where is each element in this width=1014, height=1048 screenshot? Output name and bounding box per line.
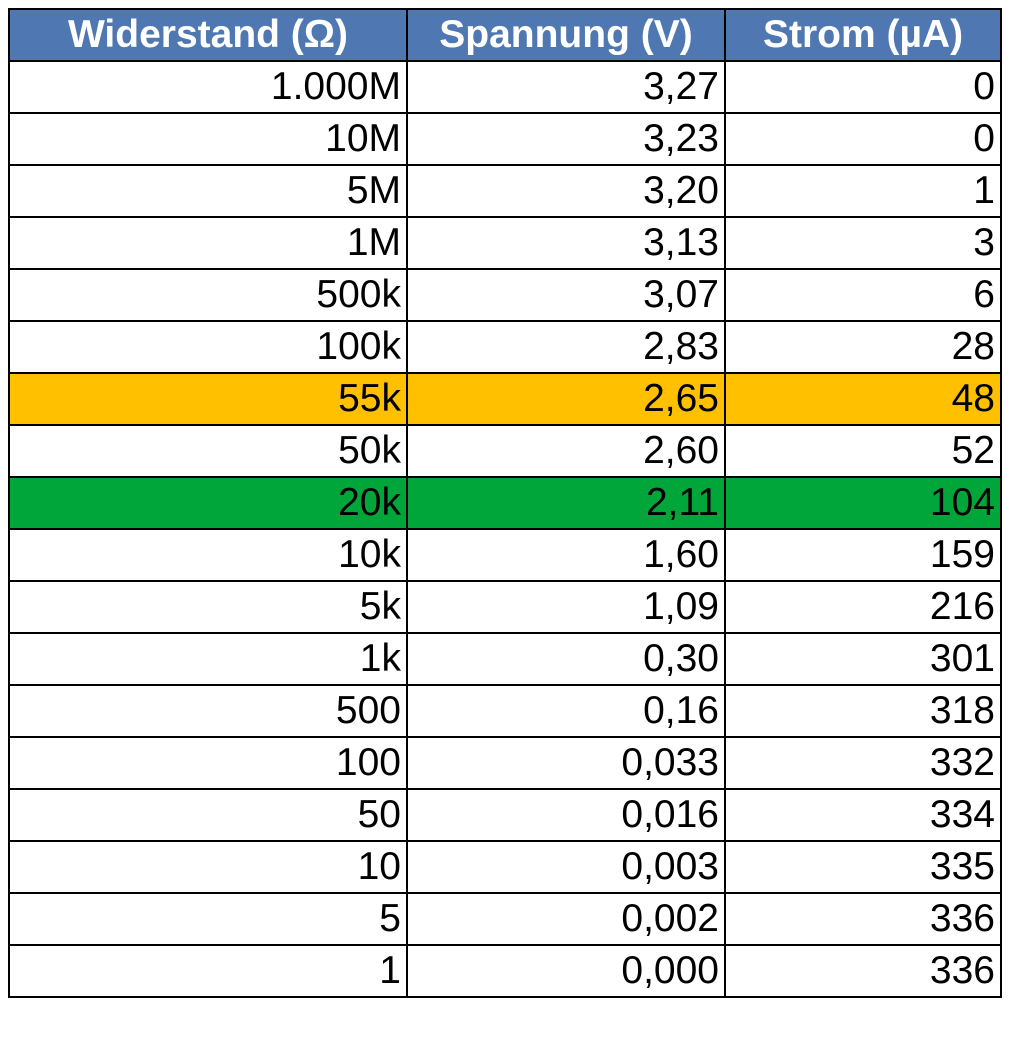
cell-strom: 318 — [725, 685, 1001, 737]
cell-widerstand: 100 — [9, 737, 407, 789]
cell-widerstand: 5 — [9, 893, 407, 945]
cell-spannung: 0,016 — [407, 789, 725, 841]
cell-spannung: 0,000 — [407, 945, 725, 997]
table-row — [9, 373, 1001, 425]
table-row — [9, 945, 1001, 997]
cell-spannung: 2,60 — [407, 425, 725, 477]
table-header — [9, 9, 1001, 61]
cell-strom: 336 — [725, 893, 1001, 945]
cell-spannung: 3,23 — [407, 113, 725, 165]
cell-strom: 6 — [725, 269, 1001, 321]
cell-spannung: 1,60 — [407, 529, 725, 581]
table-row — [9, 165, 1001, 217]
cell-widerstand: 5M — [9, 165, 407, 217]
cell-spannung: 3,20 — [407, 165, 725, 217]
column-header-spannung: Spannung (V) — [407, 9, 725, 61]
cell-widerstand: 1k — [9, 633, 407, 685]
cell-widerstand: 500k — [9, 269, 407, 321]
column-header-widerstand: Widerstand (Ω) — [9, 9, 407, 61]
cell-strom: 301 — [725, 633, 1001, 685]
cell-spannung: 1,09 — [407, 581, 725, 633]
cell-strom: 1 — [725, 165, 1001, 217]
table-row — [9, 529, 1001, 581]
cell-spannung: 0,033 — [407, 737, 725, 789]
cell-widerstand: 10k — [9, 529, 407, 581]
table-row — [9, 737, 1001, 789]
cell-strom: 0 — [725, 113, 1001, 165]
cell-strom: 336 — [725, 945, 1001, 997]
cell-spannung: 3,27 — [407, 61, 725, 113]
table-row — [9, 425, 1001, 477]
cell-widerstand: 50 — [9, 789, 407, 841]
cell-strom: 28 — [725, 321, 1001, 373]
data-table-container — [8, 8, 1002, 998]
cell-widerstand: 1 — [9, 945, 407, 997]
cell-strom: 335 — [725, 841, 1001, 893]
cell-widerstand: 55k — [9, 373, 407, 425]
table-row — [9, 113, 1001, 165]
cell-widerstand: 50k — [9, 425, 407, 477]
cell-widerstand: 10 — [9, 841, 407, 893]
cell-strom: 52 — [725, 425, 1001, 477]
table-row — [9, 841, 1001, 893]
table-row — [9, 477, 1001, 529]
cell-widerstand: 10M — [9, 113, 407, 165]
cell-strom: 332 — [725, 737, 1001, 789]
table-row — [9, 893, 1001, 945]
table-row — [9, 269, 1001, 321]
cell-spannung: 2,65 — [407, 373, 725, 425]
cell-widerstand: 1M — [9, 217, 407, 269]
cell-spannung: 0,16 — [407, 685, 725, 737]
cell-widerstand: 20k — [9, 477, 407, 529]
table-body — [9, 61, 1001, 997]
cell-strom: 48 — [725, 373, 1001, 425]
cell-strom: 159 — [725, 529, 1001, 581]
cell-spannung: 3,07 — [407, 269, 725, 321]
cell-strom: 216 — [725, 581, 1001, 633]
cell-strom: 104 — [725, 477, 1001, 529]
cell-widerstand: 500 — [9, 685, 407, 737]
data-table — [8, 8, 1002, 998]
table-row — [9, 217, 1001, 269]
cell-widerstand: 100k — [9, 321, 407, 373]
cell-strom: 3 — [725, 217, 1001, 269]
cell-widerstand: 5k — [9, 581, 407, 633]
table-row — [9, 321, 1001, 373]
cell-spannung: 0,003 — [407, 841, 725, 893]
table-row — [9, 581, 1001, 633]
cell-strom: 334 — [725, 789, 1001, 841]
column-header-strom: Strom (µA) — [725, 9, 1001, 61]
table-row — [9, 61, 1001, 113]
cell-widerstand: 1.000M — [9, 61, 407, 113]
cell-spannung: 2,83 — [407, 321, 725, 373]
cell-spannung: 2,11 — [407, 477, 725, 529]
cell-spannung: 3,13 — [407, 217, 725, 269]
header-row — [9, 9, 1001, 61]
table-row — [9, 789, 1001, 841]
cell-spannung: 0,30 — [407, 633, 725, 685]
table-row — [9, 685, 1001, 737]
cell-spannung: 0,002 — [407, 893, 725, 945]
table-row — [9, 633, 1001, 685]
cell-strom: 0 — [725, 61, 1001, 113]
